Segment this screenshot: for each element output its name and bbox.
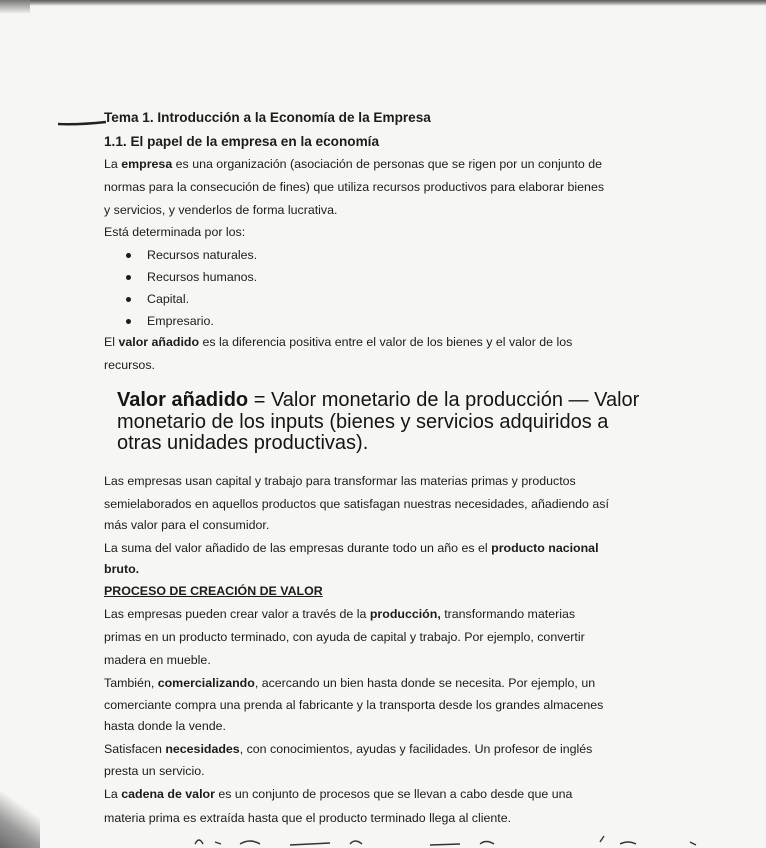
formula-line-2: monetario de los inputs (bienes y servicios adquiridos a — [117, 411, 609, 433]
page-top-edge — [0, 0, 766, 6]
bullet-dot-icon — [126, 253, 131, 258]
term-producto-nacional: producto nacional — [491, 541, 599, 555]
para2-line-2: semielaborados en aquellos productos que satisfagan nuestras necesidades, añadiendo así — [104, 497, 609, 511]
proceso-line-2: primas en un producto terminado, con ayuda de capital y trabajo. Por ejemplo, convertir — [104, 630, 585, 644]
term-comercializando: comercializando — [157, 676, 255, 690]
proceso-line-6: hasta donde la vende. — [104, 719, 226, 733]
handwriting-scribble-icon — [0, 832, 766, 848]
list-item: Recursos humanos. — [147, 270, 258, 284]
valor-definition-line-1: El valor añadido es la diferencia positiva entre el valor de los bienes y el valor de los — [104, 335, 573, 349]
page-corner-shadow-bottom — [0, 778, 40, 848]
bullet-dot-icon — [126, 275, 131, 280]
proceso-line-5: comerciante compra una prenda al fabricante y la transporta desde los grandes almacenes — [104, 698, 604, 712]
term-valor-anadido: valor añadido — [118, 335, 200, 349]
proceso-heading: PROCESO DE CREACIÓN DE VALOR — [104, 584, 323, 598]
para2-line-4: La suma del valor añadido de las empresas durante todo un año es el producto nacional — [104, 541, 599, 555]
valor-definition-line-2: recursos. — [104, 358, 155, 372]
proceso-line-1: Las empresas pueden crear valor a través de la producción, transformando materias — [104, 607, 576, 621]
section-heading: 1.1. El papel de la empresa en la economía — [104, 134, 380, 149]
formula-line-1: Valor añadido = Valor monetario de la producción — Valor — [117, 389, 640, 411]
intro-line-3: y servicios, y venderlos de forma lucrativa. — [104, 203, 338, 217]
pen-mark-icon — [58, 120, 108, 126]
formula-term: Valor añadido — [117, 389, 249, 411]
proceso-line-8: presta un servicio. — [104, 764, 205, 778]
proceso-line-10: materia prima es extraída hasta que el producto terminado llega al cliente. — [104, 811, 512, 825]
proceso-line-9: La cadena de valor es un conjunto de procesos que se llevan a cabo desde que una — [104, 787, 573, 801]
para2-line-1: Las empresas usan capital y trabajo para transformar las materias primas y productos — [104, 474, 576, 488]
proceso-line-4: También, comercializando, acercando un bien hasta donde se necesita. Por ejemplo, un — [104, 676, 596, 690]
intro-line-1: La empresa es una organización (asociación de personas que se rigen por un conjunto de — [104, 157, 603, 171]
bullet-dot-icon — [126, 297, 131, 302]
formula-line-3: otras unidades productivas). — [117, 432, 369, 454]
page-title: Tema 1. Introducción a la Economía de la Empresa — [104, 110, 431, 125]
intro-line-4: Está determinada por los: — [104, 225, 246, 239]
page-corner-shadow-top — [0, 0, 30, 14]
list-item: Empresario. — [147, 314, 214, 328]
intro-line-2: normas para la consecución de fines) que utiliza recursos productivos para elaborar bienes — [104, 180, 605, 194]
list-item: Capital. — [147, 292, 190, 306]
proceso-line-7: Satisfacen necesidades, con conocimientos, ayudas y facilidades. Un profesor de inglés — [104, 742, 593, 756]
list-item: Recursos naturales. — [147, 248, 258, 262]
term-produccion: producción, — [369, 607, 441, 621]
term-empresa: empresa — [121, 157, 173, 171]
para2-line-3: más valor para el consumidor. — [104, 518, 270, 532]
para2-line-5: bruto. — [104, 562, 140, 576]
term-cadena-de-valor: cadena de valor — [121, 787, 215, 801]
term-necesidades: necesidades — [165, 742, 240, 756]
proceso-line-3: madera en mueble. — [104, 653, 211, 667]
bullet-dot-icon — [126, 319, 131, 324]
